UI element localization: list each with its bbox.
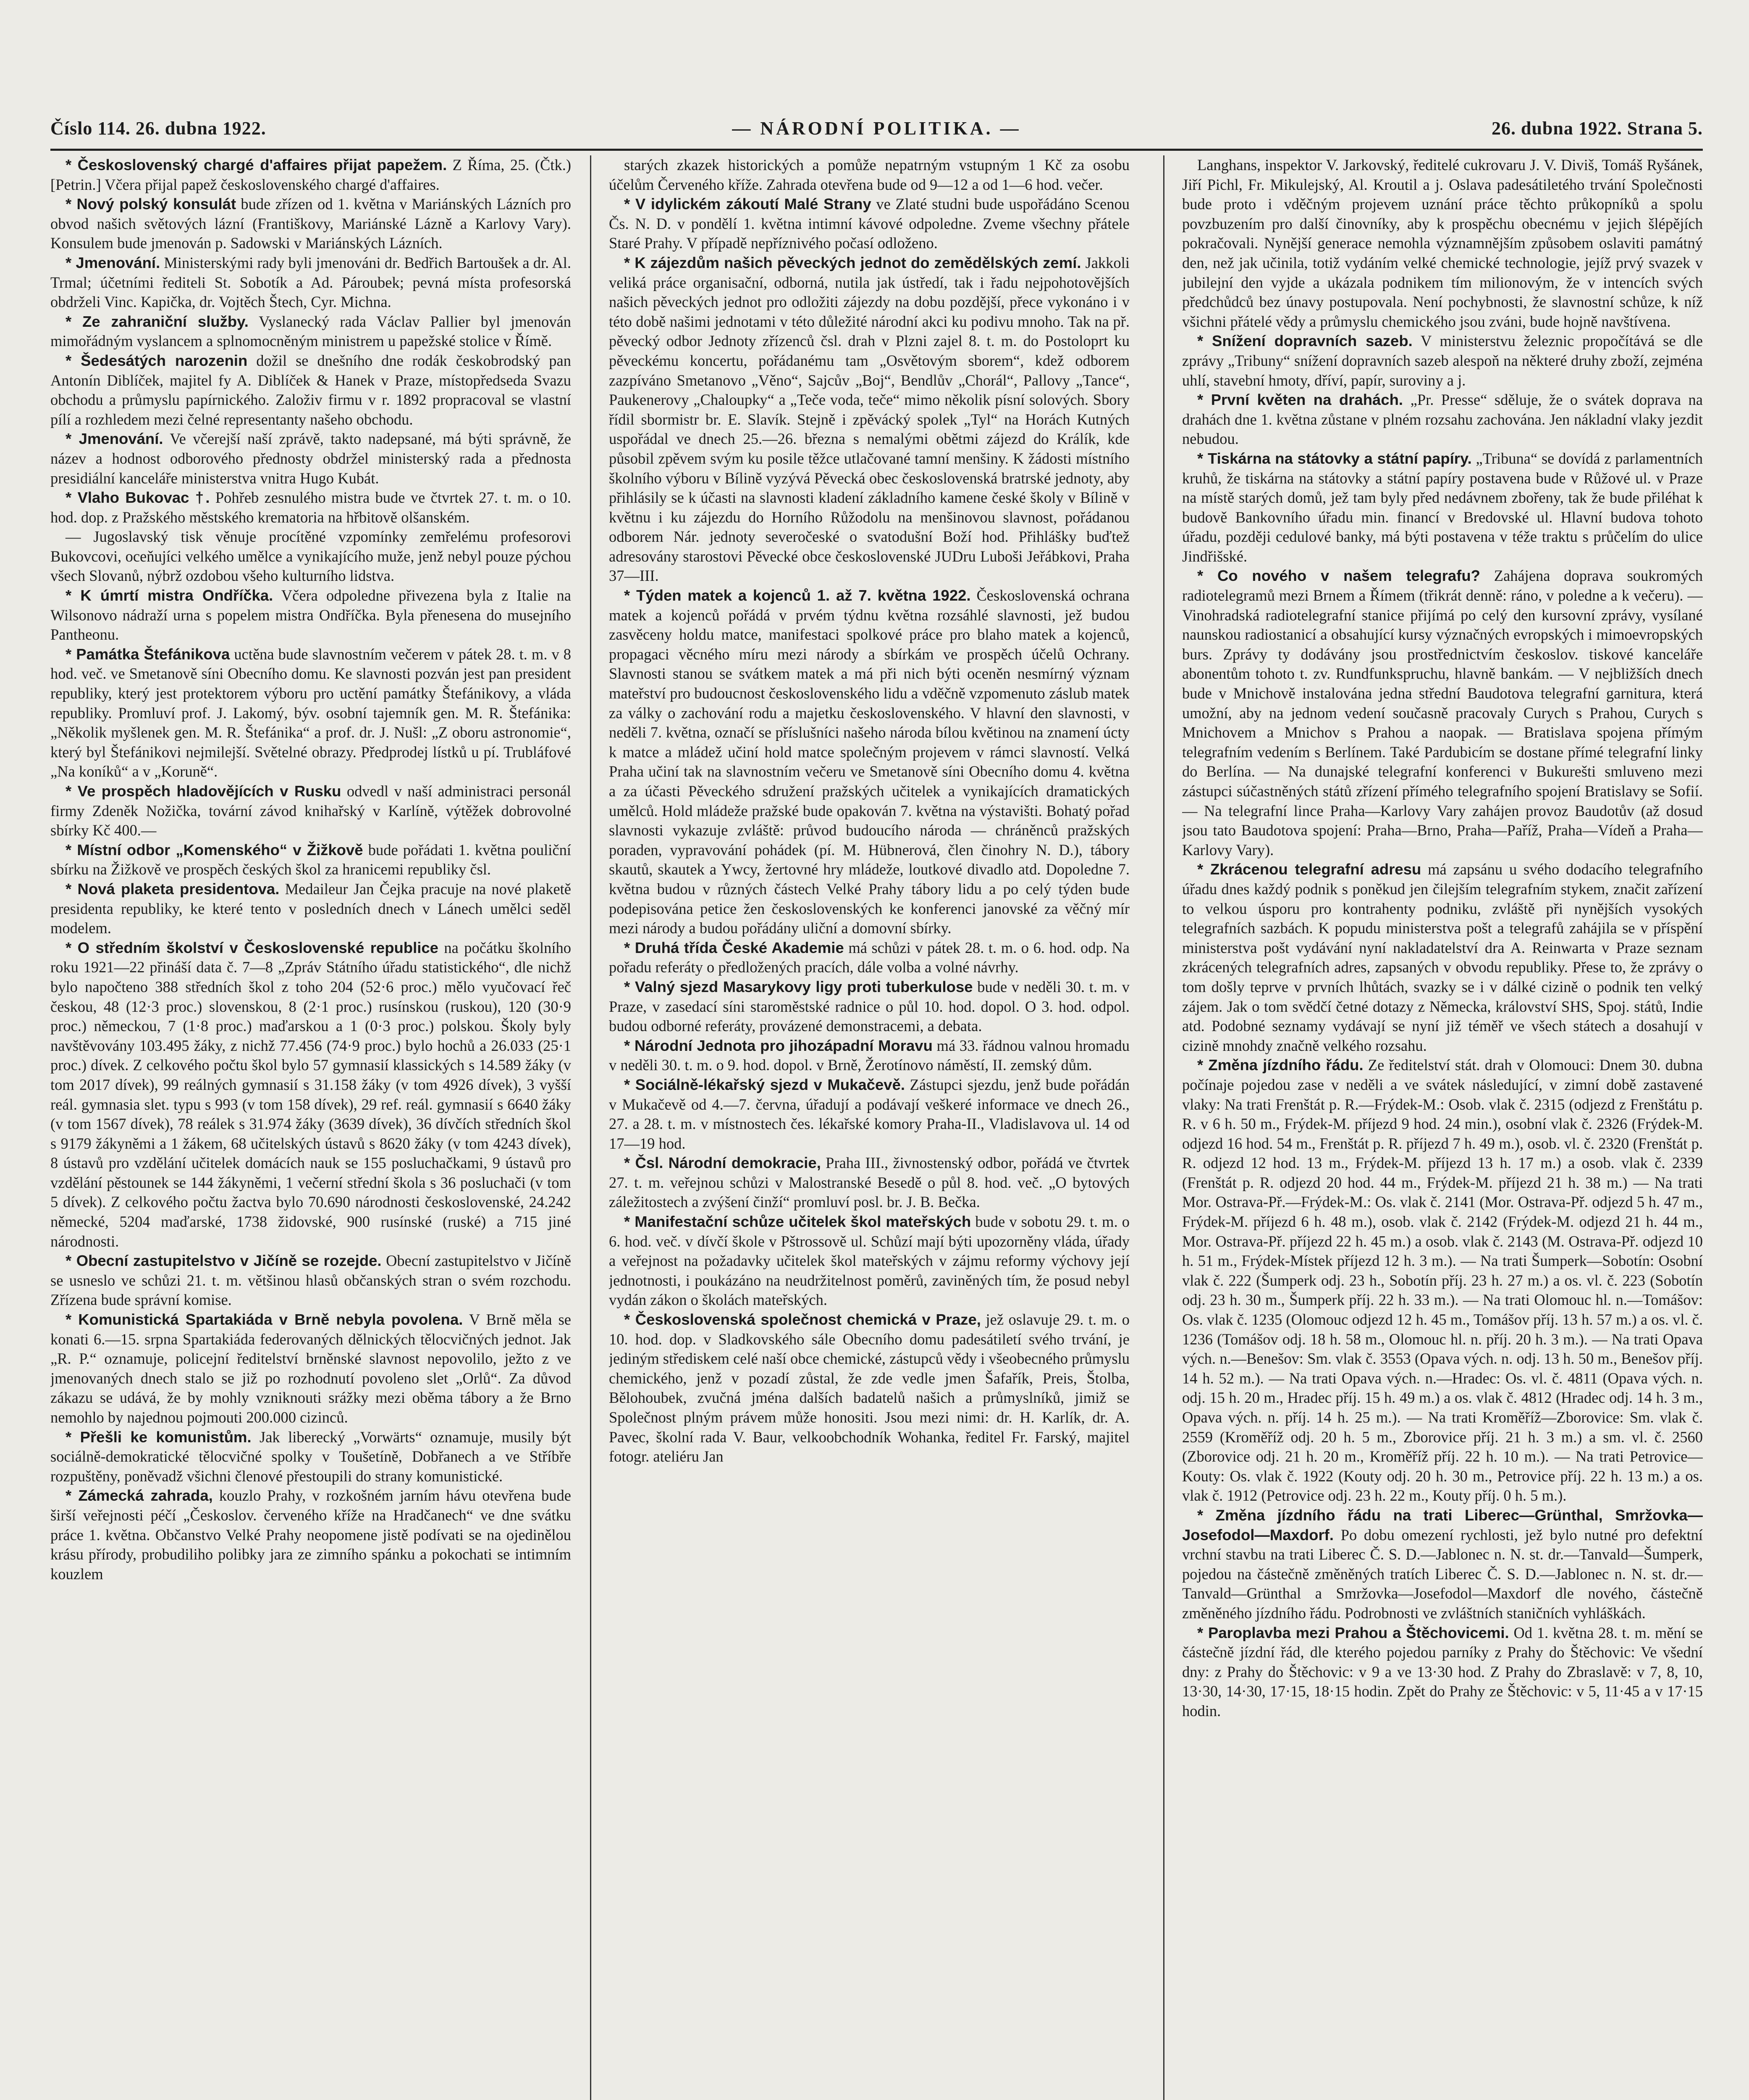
article-body: bude pořádati 1. května pouliční sbírku na Žižkově ve prospěch českých škol za hranicemi republiky čsl. — [50, 841, 571, 878]
article-body: V Brně měla se konati 6.—15. srpna Spartakiáda federovaných dělnických tělocvičných jednot. Jak „R. P.“ oznamuje, policejní ředitelství brněnské slavnost nepovolilo, ježto z ve jmenovaných dnech stalo se již po rozhodnutí povoleno slet „Orlů“. Za důvod zákazu se udává, že by mohly vzniknouti srážky mezi oběma tábory a že Brno nemohlo by najednou pojmouti 200.000 cizinců. — [50, 1311, 571, 1426]
article — [50, 1486, 571, 1584]
article-body: má 33. řádnou valnou hromadu v neděli 30. t. m. o 9. hod. dopol. v Brně, Žerotínovo náměstí, II. zemský dům. — [609, 1037, 1130, 1074]
article-body: jež oslavuje 29. t. m. o 10. hod. dop. v Sladkovského sále Obecního domu padesátiletí svého trvání, je jediným střediskem celé naší obce chemické, zástupců vědy i všeobecného průmyslu chemického, jenž v pozadí zůstal, že zde vedle jmen Šafařík, Preis, Štolba, Bělohoubek, zvučná jména dalších badatelů našich a průmyslníků, jimiž se Společnost plným právem může honositi. Jsou mezi nimi: dr. H. Karlík, dr. A. Pavec, školní rada V. Baur, velkoobchodník Wohanka, ředitel Fr. Farský, majitel fotogr. ateliéru Jan — [609, 1311, 1130, 1465]
column-2 — [609, 155, 1130, 2100]
article-headline: * Změna jízdního řádu na trati Liberec—Grünthal, Smržovka—Josefodol—Maxdorf. — [1182, 1506, 1703, 1544]
article-headline: * Manifestační schůze učitelek škol mateřských — [624, 1213, 971, 1231]
article-body: Obecní zastupitelstvo v Jičíně se usneslo ve schůzi 21. t. m. většinou hlasů občanských stran o svém rozchodu. Zřízena bude správní komise. — [50, 1252, 571, 1309]
article — [609, 977, 1130, 1036]
article-body: V ministerstvu železnic propočítává se dle zprávy „Tribuny“ snížení dopravních sazeb alespoň na některé druhy zboží, zejména uhlí, stavební hmoty, dříví, papír, suroviny a j. — [1182, 332, 1703, 389]
article-body: Jakkoli veliká práce organisační, odborná, nutila jak ústředí, tak i řadu nejpohotovějších našich pěveckých jednot pro odložiti zájezdy na dobu pozdější, přece vykonáno i v této době našimi jednotami v této důležité národní akci ku podivu mnoho. Tak na př. pěvecký odbor Jednoty zřízenců čsl. drah v Plzni zajel 8. t. m. do Postoloprt ku pěveckému koncertu, pořádanému tam „Osvětovým sborem“, kdež odborem zazpíváno Smetanovo „Věno“, Sajcův „Boj“, Bendlův „Chorál“, Pallovy „Tance“, Paukenerovy „Chaloupky“ a „Teče voda, teče“ mimo několik písní solových. Sbory řídil sbormistr br. E. Slavík. Stejně i zpěvácký spolek „Tyl“ na Horách Kutných uspořádal ve dnech 25.—26. března s nemalými obětmi zájezd do Králík, kde působil zpěvem svým ku posile těžce utlačované tamní menšiny. K žádosti místního školního výboru v Bílině vyzývá Pěvecká obec československá bratrské jednoty, aby přihlásily se k účasti na slavnosti kladení základního kamene české školy v Bílině v květnu i ku zájezdu do Horního Růžodolu na menšinovou slavnost, pořádanou odborem Nár. jednoty severočeské o svatodušní Boží hod. Přihlášky buďtež adresovány starostovi Pěvecké obce československé JUDru Luboši Jeřábkovi, Praha 37—III. — [609, 254, 1130, 585]
article — [50, 586, 571, 645]
article-body: ve Zlaté studni bude uspořádáno Scenou Čs. N. D. v pondělí 1. května intimní kávové odpoledne. Zveme všechny přátele Staré Prahy. V případě nepříznivého počasí odloženo. — [609, 195, 1130, 252]
column-1 — [50, 155, 571, 2100]
article — [50, 1428, 571, 1486]
article-headline: * Druhá třída České Akademie — [624, 939, 844, 956]
article-body: uctěna bude slavnostním večerem v pátek 28. t. m. v 8 hod. več. ve Smetanově síni Obecního domu. Ke slavnosti pozván jest pan president republiky, který jest protektorem výboru pro uctění památky Štefánikovy, a vláda republiky. Promluví prof. J. Lakomý, býv. osobní tajemník gen. M. R. Štefánika: „Několik myšlenek gen. M. R. Štefánika“ a prof. dr. J. Nušl: „Z oboru astronomie“, který byl Štefánikovi nejmilejší. Světelné obrazy. Předprodej lístků u pí. Trubláfové „Na koníků“ a v „Koruně“. — [50, 645, 571, 780]
article-headline: * Zámecká zahrada, — [66, 1487, 213, 1504]
article — [609, 1212, 1130, 1310]
article — [50, 488, 571, 527]
article — [1182, 860, 1703, 1055]
article-headline: * Snížení dopravních sazeb. — [1197, 332, 1413, 350]
article-headline: * K zájezdům našich pěveckých jednot do zemědělských zemí. — [624, 254, 1081, 271]
article — [1182, 390, 1703, 449]
article-headline: * Ze zahraniční služby. — [66, 312, 249, 330]
article — [1182, 155, 1703, 331]
article-headline: * Vlaho Bukovac †. — [66, 489, 210, 507]
article-body: kouzlo Prahy, v rozkošném jarním hávu otevřena bude širší veřejnosti péčí „Českoslov. červeného kříže na Hradčanech“ ve dne svátku práce 1. května. Občanstvo Velké Prahy neopomene jistě podívati se na ojedinělou krásu přírody, probudiliho polibky jara ze zimního spánku a pokochati se intimním kouzlem — [50, 1487, 571, 1583]
article-body: Medaileur Jan Čejka pracuje na nové plaketě presidenta republiky, ke které tento v posledních dnech v Lánech umělci seděl modelem. — [50, 880, 571, 937]
issue-number-date: Číslo 114. 26. dubna 1922. — [50, 118, 266, 139]
column-3 — [1182, 155, 1703, 2100]
article — [50, 1251, 571, 1310]
article-headline: * Přešli ke komunistům. — [66, 1428, 252, 1446]
article — [609, 155, 1130, 194]
article — [50, 782, 571, 840]
article-body: Včera odpoledne přivezena byla z Italie na Wilsonovo nádraží urna s popelem mistra Ondříčka. Byla přenesena do musejního Pantheonu. — [50, 587, 571, 643]
article-body: Z Říma, 25. (Čtk.) [Petrin.] Včera přijal papež československého chargé d'affaires. — [50, 156, 571, 193]
article-body: Po dobu omezení rychlosti, jež bylo nutné pro defektní vrchní stavbu na trati Liberec Č. S. D.—Jablonec n. N. st. dr.—Tanvald—Šumperk, pojedou na částečně změněných tratích Liberec Č. S. D.—Jablonec n. N. st. dr.—Tanvald—Grünthal a Smržovka—Josefodol—Maxdorf dle nového, částečně změněného jízdního řádu. Podrobnosti ve zvláštních staničních vyhláškách. — [1182, 1526, 1703, 1622]
article-columns — [50, 155, 1703, 2100]
article-body: Zahájena doprava soukromých radiotelegramů mezi Brnem a Římem (třikrát denně: ráno, v poledne a k večeru). — Vinohradská radiotelegrafní stanice přijímá po celý den kursovní zprávy, vysílané naunskou radiostanicí a obsahující kursy význačných evropských i mimoevropských burs. Zprávy ty dodávány jsou prostřednictvím českoslov. tiskové kanceláře abonentům tohoto t. zv. Rundfunkspruchu, hlavně bankám. — V nejbližších dnech bude v Mnichově instalována jedna střední Baudotova telegrafní garnitura, která umožní, aby na jednom vedení současně pracovaly Curych s Prahou, Curych s Mnichovem a Mnichov s Prahou a naopak. — Bratislava spojena přímým telegrafním vedením s Berlínem. Také Pardubicím se dostane přímé telegrafní linky do Berlína. — Na dunajské telegrafní konferenci v Bukurešti smluveno mezi zástupci súčastněných států zřízení přímého telegrafního spojení Bratislavy se Sofií. — Na telegrafní lince Praha—Karlovy Vary zahájen provoz Baudotův (až dosud jsou tato Baudotova spojení: Praha—Brno, Praha—Paříž, Praha—Vídeň a Praha—Karlovy Vary). — [1182, 567, 1703, 858]
article-body: Ve včerejší naší zprávě, takto nadepsané, má býti správně, že název a hodnost odborového přednosty obdržel ministerský rada a přednosta presidiální kanceláře ministerstva vnitra Hugo Kubát. — [50, 430, 571, 487]
article-body: bude v neděli 30. t. m. v Praze, v zasedací síni staroměstské radnice o půl 10. hod. dopol. O 3. hod. odpol. budou odborné referáty, provázené demonstracemi, a debata. — [609, 978, 1130, 1035]
article-body: na počátku školního roku 1921—22 přináší data č. 7—8 „Zpráv Státního úřadu statistického“, dle nichž bylo napočteno 388 středních škol z toho 204 (52·6 proc.) mělo vyučovací řeč českou, 48 (12·3 proc.) slovenskou, 8 (2·1 proc.) rusínskou (ruskou), 120 (30·9 proc.) německou, 7 (1·8 proc.) maďarskou a 1 (0·3 proc.) polskou. Školy byly navštěvovány 103.495 žáky, z nichž 77.456 (74·9 proc.) bylo hochů a 26.033 (25·1 proc.) dívek. Z celkového počtu škol bylo 57 gymnasií klassických s 14.589 žáky (v tom 2017 dívek), 99 reálných gymnasií s 31.158 žáky (v tom 4926 dívek), 3 vyšší reál. gymnasia slet. typu s 993 (v tom 158 dívek), 29 ref. reál. gymnasií s 6640 žáky (v tom 1567 dívek), 78 reálek s 31.974 žáky (3639 dívek), 36 dívčích středních škol s 9179 žákyněmi a 1 žákem, 68 učitelských ústavů s 8620 žáky (v tom 4243 dívek), 8 ústavů pro vzdělání učitelek domácích nauk se 155 posluchačkami, 9 ústavů pro vzdělání pěstounek se 144 žákyněmi, 1 večerní střední škola s 36 posluchači (v tom 5 dívek). Z celkového počtu žactva bylo 70.690 národnosti československé, 24.242 německé, 5204 maďarské, 1738 židovské, 900 rusínské (ruské) a 715 jiné národnosti. — [50, 939, 571, 1250]
article-headline: * V idylickém zákoutí Malé Strany — [624, 195, 871, 213]
article-body: má zapsánu u svého dodacího telegrafního úřadu dnes každý podnik s poněkud jen čilejším telegrafním stykem, značit zařízení to velkou úsporu pro kontrahenty podniku, zvláště při nynějších vysokých telegrafních sazbách. K popudu ministerstva pošt a telegrafů zahájila se v příspění ministerstva pošt vydávání nyní nakladatelství dra A. Reinwarta v Praze seznam zkrácených telegrafních adres, zapsaných v obvodu republiky. Přese to, že zprávy o tom došly teprve v prvních lhůtách, svazky se i v dálké cizině o podnik ten velký zájem. Jak o tom svědčí četné dotazy z Německa, království SHS, Spoj. států, Indie atd. Podobné seznamy vydávají se nyní již téměř ve všech státech a dosahují v cizině mnohdy značně velkého rozsahu. — [1182, 861, 1703, 1054]
article-headline: * Národní Jednota pro jihozápadní Moravu — [624, 1037, 933, 1054]
article-headline: * Čsl. Národní demokracie, — [624, 1154, 821, 1172]
article — [1182, 331, 1703, 390]
article — [609, 1075, 1130, 1153]
article-body: Československá ochrana matek a kojenců pořádá v prvém týdnu května rozsáhlé slavnosti, jež budou zasvěceny holdu matce, manifestaci spolkové práce pro blaho matek a kojenců, propagaci věcného míru mezi národy a sbírkám ve prospěch účelů Ochrany. Slavnosti stanou se svátkem matek a má při nich býti oceněn nesmírný význam mateřství pro budoucnost československého lidu a vděčně vzpomenuto záslub matek za války o zachování rodu a majetku československého. V hlavní den slavnosti, v neděli 7. května, označí se příslušníci našeho národa bílou květinou na znamení úcty k matce a mládež učiní hold matce společným projevem v rámci slavností. Velká Praha učiní tak na slavnostním večeru ve Smetanově síni Obecního domu 4. května a za účasti Pěveckého sdružení pražských učitelek a vynikajících dramatických umělců. Hold mládeže pražské bude opakován 7. května na výstavišti. Bohatý pořad slavnosti vykazuje zvláště: průvod budoucího národa — chráněnců pražských poraden, vypravování pohádek (pí. M. Hübnerová, člen činohry N. D.), tábory skautů, skautek a Ywcy, žertovné hry mládeže, loutkové divadlo atd. Dopoledne 7. května budou v různých částech Velké Prahy tábory lidu a po celý týden bude podepisována petice žen československých ke konferenci janovské za věčný mír mezi národy a budou pořádány uliční a domovní sbírky. — [609, 587, 1130, 937]
article — [50, 879, 571, 938]
article-body: bude zřízen od 1. května v Mariánských Lázních pro obvod našich světových lázní (Františkovy, Mariánské Lázně a Karlovy Vary). Konsulem bude jmenován p. Sadowski v Mariánských Lázních. — [50, 195, 571, 252]
article-headline: * Československá společnost chemická v Praze, — [624, 1311, 981, 1328]
article-headline: * Nový polský konsulát — [66, 195, 236, 213]
article-body: Praha III., živnostenský odbor, pořádá ve čtvrtek 27. t. m. veřejnou schůzi v Malostranské Besedě o půl 8. hod. več. „O bytových záležitostech a zvýšení činží“ promluví posl. br. J. B. Bečka. — [609, 1154, 1130, 1211]
article-headline: * Místní odbor „Komenského“ v Žižkově — [66, 841, 363, 858]
article — [50, 194, 571, 253]
article — [609, 586, 1130, 938]
article-headline: * Obecní zastupitelstvo v Jičíně se rozejde. — [66, 1252, 382, 1270]
article-headline: * Týden matek a kojenců 1. až 7. května 1922. — [624, 587, 971, 604]
article — [1182, 1506, 1703, 1623]
article — [50, 253, 571, 312]
article — [50, 312, 571, 351]
article-headline: * O středním školství v Československé republice — [66, 939, 438, 956]
date-page-number: 26. dubna 1922. Strana 5. — [1491, 118, 1703, 139]
article-body: má schůzi v pátek 28. t. m. o 6. hod. odp. Na pořadu referáty o předložených pracích, dále volba a volné návrhy. — [609, 939, 1130, 976]
article-headline: * K úmrtí mistra Ondříčka. — [66, 587, 273, 604]
article-headline: * Nová plaketa presidentova. — [66, 880, 280, 898]
article-headline: * Komunistická Spartakiáda v Brně nebyla povolena. — [66, 1311, 463, 1328]
article-body: Langhans, inspektor V. Jarkovský, ředitelé cukrovaru J. V. Diviš, Tomáš Ryšánek, Jiří Pichl, Fr. Mikulejský, Al. Kroutil a j. Oslava padesátiletého trvání Společnosti bude proto i vděčným projevem uznání práce těchto průkopníků a spolu povzbuzením pro další činovníky, aby k prospěchu obecnému v jejich šlépějích pokračovali. Nynější generace nemohla významnějším způsobem oslaviti památný den, než jak učinila, totiž vydáním velké chemické technologie, jejíž prvý svazek v jubilejní den vyjde a ukázala podnikem tím milionovým, že v intencích svých předchůdců bez únavy postupovala. Není pochybnosti, že slavnostní schůze, k níž všichni přátelé vědy a průmyslu chemického jsou zváni, bude hojně navštívena. — [1182, 156, 1703, 330]
article — [50, 429, 571, 488]
article — [50, 155, 571, 194]
article — [609, 938, 1130, 977]
article-body: Pohřeb zesnulého mistra bude ve čtvrtek 27. t. m. o 10. hod. dop. z Pražského městského krematoria na hřbitově olšanském. — [50, 489, 571, 526]
article-body: starých zkazek historických a pomůže nepatrným vstupným 1 Kč za osobu účelům Červeného kříže. Zahrada otevřena bude od 9—12 a od 1—6 hod. večer. — [609, 156, 1130, 193]
article — [50, 351, 571, 429]
article — [609, 1036, 1130, 1075]
article — [1182, 1623, 1703, 1721]
article-headline: * Tiskárna na státovky a státní papíry. — [1197, 449, 1472, 467]
article-body: odvedl v naší administraci personál firmy Zdeněk Nožička, tovární závod knihařský v Karlíně, výtěžek dobrovolné sbírky Kč 400.— — [50, 782, 571, 839]
article-headline: * Zkrácenou telegrafní adresu — [1197, 861, 1421, 878]
article — [1182, 1055, 1703, 1506]
article-body: „Pr. Presse“ sděluje, že o svátek doprava na drahách dne 1. května zůstane v plném rozsahu zachována. Jen nákladní vlaky jezdit nebudou. — [1182, 391, 1703, 448]
column-divider — [1163, 155, 1164, 2100]
newspaper-title: — NÁRODNÍ POLITIKA. — — [732, 118, 1021, 139]
article — [50, 527, 571, 586]
article-headline: * Ve prospěch hladovějících v Rusku — [66, 782, 341, 800]
article — [609, 1310, 1130, 1467]
article-body: Jak liberecký „Vorwärts“ oznamuje, musily být sociálně-demokratické tělocvičné spolky v Toušetíně, Dobřanech a ve Stříbře rozpuštěny, poněvadž všichni členové přestoupili do strany komunistické. — [50, 1428, 571, 1485]
article — [50, 645, 571, 782]
article-headline: * Valný sjezd Masarykovy ligy proti tuberkulose — [624, 978, 973, 995]
article-body: Vyslanecký rada Václav Pallier byl jmenován mimořádným vyslancem a splnomocněným ministrem u papežské stolice v Římě. — [50, 312, 571, 350]
article — [50, 840, 571, 879]
column-divider — [590, 155, 591, 2100]
article-headline: * Jmenování. — [66, 430, 163, 448]
article — [50, 1310, 571, 1428]
article-body: Ministerskými rady byli jmenováni dr. Bedřich Bartoušek a dr. Al. Trmal; účetními řediteli St. Sobotík a Ad. Pároubek; pevná místa profesorská obdrželi Vinc. Kapička, dr. Vojtěch Štech, Cyr. Michna. — [50, 254, 571, 311]
article-body: Ze ředitelství stát. drah v Olomouci: Dnem 30. dubna počínaje pojedou zase v neděli a ve svátek následující, v zimní době zastavené vlaky: Na trati Frenštát p. R.—Frýdek-M.: Osob. vlak č. 2315 (odjezd z Frenštátu p. R. v 6 h. 50 m., Frýdek-M. příjezd 9 hod. 24 min.), osobní vlak č. 2326 (Frýdek-M. odjezd 16 hod. 54 m., Frenštát p. R. příjezd 7 h. 49 m.), osob. vl. č. 2320 (Frenštát p. R. odjezd 12 hod. 13 m., Frýdek-M. příjezd 13 h. 17 m.) a osob. vlak č. 2339 (Frenštát p. R. odjezd 20 hod. 44 m., Frýdek-M. příjezd 21 h. 38 m.) — Na trati Mor. Ostrava-Př.—Frýdek-M.: Os. vlak č. 2141 (Mor. Ostrava-Př. odjezd 5 h. 47 m., Frýdek-M. příjezd 6 h. 48 m.), osob. vlak č. 2142 (Frýdek-M. odjezd 21 h. 44 m., Mor. Ostrava-Př. příjezd 22 h. 45 m.) a osob. vlak č. 2143 (M. Ostrava-Př. odjezd 10 h. 51 m., Frýdek-Místek příjezd 12 h. 3 m.). — Na trati Šumperk—Sobotín: Osobní vlak č. 222 (Šumperk odj. 23 h., Sobotín příj. 23 h. 27 m.) a os. vl. č. 223 (Sobotín odj. 23 h. 30 m., Šumperk příj. 22 h. 33 m.). — Na trati Olomouc hl. n.—Tomášov: Os. vlak č. 1235 (Olomouc odjezd 12 h. 45 m., Tomášov příj. 13 h. 57 m.) a os. vl. č. 1236 (Tomášov odj. 18 h. 58 m., Olomouc hl. n. příj. 20 h. 3 m.). — Na trati Opava vých. n.—Benešov: Sm. vlak č. 3553 (Opava vých. n. odj. 13 h. 50 m., Benešov příj. 14 h. 52 m.). — Na trati Opava vých. n.—Hradec: Os. vl. č. 4811 (Opava vých. n. odj. 15 h. 20 m., Hradec příj. 15 h. 49 m.) a os. vlak č. 4812 (Hradec odj. 14 h. 3 m., Opava vých. n. příj. 14 h. 25 m.). — Na trati Kroměříž—Zborovice: Sm. vlak č. 2559 (Kroměříž odj. 20 h. 5 m., Zborovice příj. 21 h. 3 m.) a sm. vl. č. 2560 (Zborovice odj. 21 h. 20 m., Kroměříž příj. 22 h. 10 m.). — Na trati Petrovice—Kouty: Os. vlak č. 1922 (Kouty odj. 20 h. 30 m., Petrovice příj. 22 h. 13 m.) a os. vlak č. 1912 (Petrovice odj. 23 h. 22 m., Kouty příj. 0 h. 5 m.). — [1182, 1056, 1703, 1504]
article-headline: * Památka Štefánikova — [66, 645, 230, 663]
article-headline: * Co nového v našem telegrafu? — [1197, 567, 1480, 585]
article — [1182, 566, 1703, 860]
article — [609, 194, 1130, 253]
article-headline: * Sociálně-lékařský sjezd v Mukačevě. — [624, 1076, 905, 1093]
article-body: Zástupci sjezdu, jenž bude pořádán v Mukačevě od 4.—7. června, úřadují a podávají veškeré informace ve dnech 26., 27. a 28. t. m. v místnostech čes. lékařské komory Praha-II., Vladislavova ul. 14 od 17—19 hod. — [609, 1076, 1130, 1152]
article-headline: * Paroplavba mezi Prahou a Štěchovicemi. — [1197, 1624, 1509, 1641]
article-body: „Tribuna“ se dovídá z parlamentních kruhů, že tiskárna na státovky a státní papíry postavena bude v Růžové ul. v Praze na místě starých domů, jež tam byly před nedávnem zbořeny, tak že bude přiléhat k budově Bankovního úřadu min. financí v Bredovské ul. Hlavní budova tohoto úřadu, později cedulové banky, má býti postavena v téže traktu s průčelím do ulice Jindřišské. — [1182, 449, 1703, 565]
article-headline: * Československý chargé d'affaires přijat papežem. — [66, 156, 447, 173]
article — [609, 1153, 1130, 1212]
article-headline: * První květen na drahách. — [1197, 391, 1403, 409]
article-headline: * Šedesátých narozenin — [66, 352, 248, 369]
article-body: bude v sobotu 29. t. m. o 6. hod. več. v dívčí škole v Pštrossově ul. Schůzí mají býti upozorněny vláda, úřady a veřejnost na požadavky učitelek škol mateřských v zájmu reformy výchovy její jednotnosti, i poukázáno na neudržitelnost poměrů, zaviněných tím, že posud nebyl vydán zákon o školách mateřských. — [609, 1213, 1130, 1309]
article-body: dožil se dnešního dne rodák českobrodský pan Antonín Diblíček, majitel fy A. Diblíček & Hanek v Praze, místopředseda Svazu obchodu a průmyslu papírnického. Založiv firmu v r. 1892 propracoval se vlastní pílí a rozhledem mezi čelné representanty našeho obchodu. — [50, 352, 571, 428]
article-headline: * Jmenování. — [66, 254, 160, 271]
article — [1182, 449, 1703, 567]
article-body: Od 1. května 28. t. m. mění se částečně jízdní řád, dle kterého pojedou parníky z Prahy do Štěchovic: Ve všední dny: z Prahy do Štěchovic: v 9 a ve 13·30 hod. Z Prahy do Zbraslavě: v 7, 8, 10, 13·30, 14·30, 17·15, 18·15 hodin. Zpět do Prahy ze Štěchovic: v 5, 11·45 a v 17·15 hodin. — [1182, 1624, 1703, 1719]
article-headline: * Změna jízdního řádu. — [1197, 1056, 1364, 1074]
article — [50, 938, 571, 1252]
article — [609, 253, 1130, 586]
article-body: — Jugoslavský tisk věnuje procítěné vzpomínky zemřelému profesorovi Bukovcovi, oceňujíci velkého umělce a vynikajícího muže, jenž nebyl pouze pýchou všech Slovanů, nýbrž ozdobou všeho kulturního lidstva. — [50, 528, 571, 585]
page-header — [50, 113, 1703, 151]
